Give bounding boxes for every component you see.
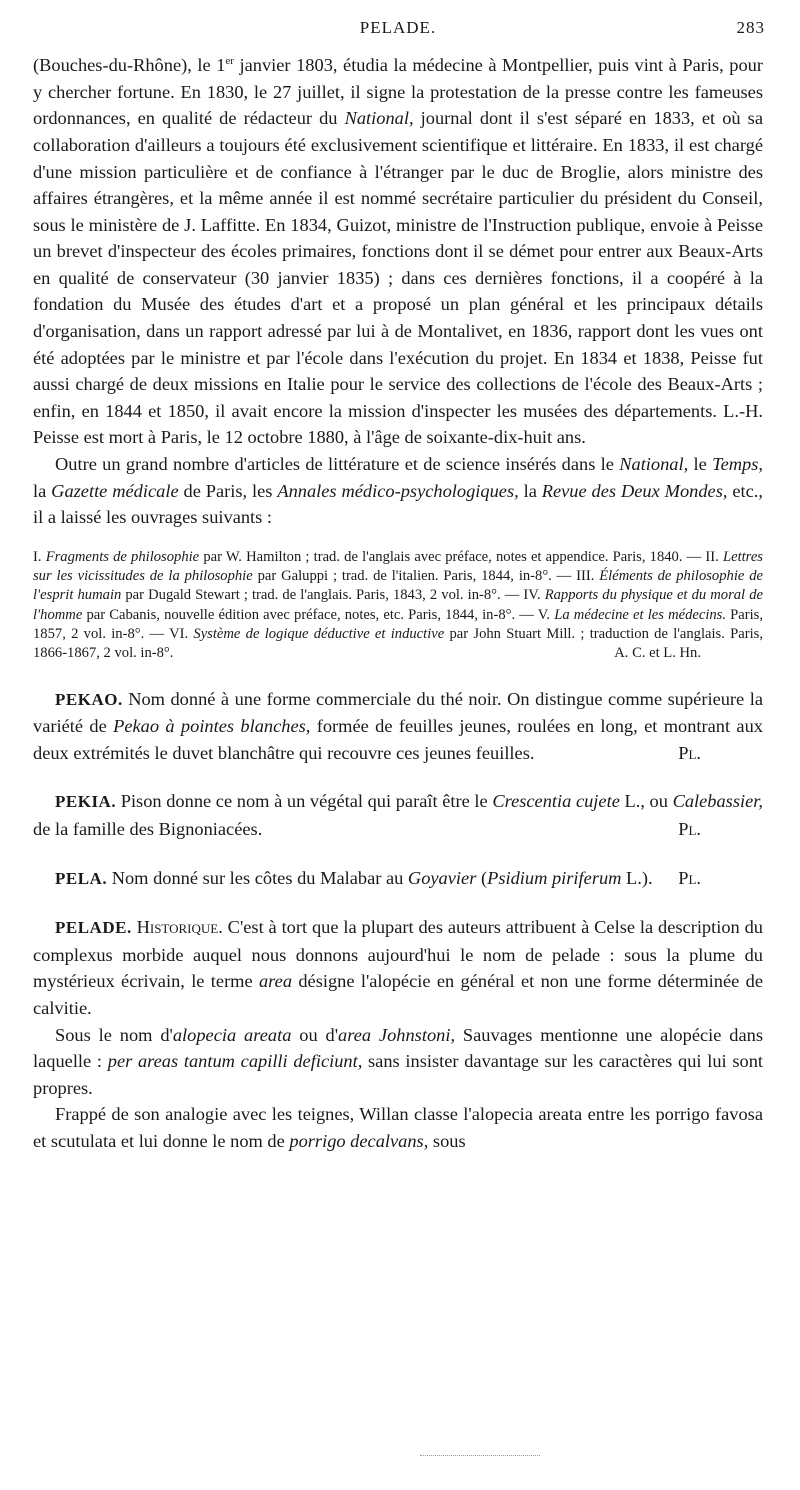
page [33,18,763,1155]
entry-pekao: PEKAO. Nom donné à une forme commerciale du thé noir. On distingue comme supérieure la variété de Pekao à pointes blanches, formée de feuilles jeunes, roulées en long, et montrant aux deux extrémités le duvet blanchâtre qui recouvre ces jeunes feuilles. Pl. [33,686,763,767]
biography-paragraph: (Bouches-du-Rhône), le 1er janvier 1803, étudia la médecine à Montpellier, puis vint à Paris, pour y chercher fortune. En 1830, le 27 juillet, il signe la protestation de la presse contre les fameuses ordonnances, en qualité de rédacteur du National, journal dont il s'est séparé en 1833, et où sa collaboration d'ailleurs a toujours été exclusivement scientifique et littéraire. En 1833, il est chargé d'une mission particulière et de confiance à l'étranger par le duc de Broglie, alors ministre des affaires étrangères, et la même année il est nommé secrétaire particulier du président du Conseil, sous le ministère de J. Laffitte. En 1834, Guizot, ministre de l'Instruction publique, envoie à Peisse un brevet d'inspecteur des écoles primaires, fonctions dont il se démet pour entrer aux Beaux-Arts en qualité de conservateur (30 janvier 1835) ; dans ces dernières fonctions, il a coopéré à la fondation du Musée des études d'art et a proposé un plan général et les principaux détails d'organisation, dans un rapport adressé par lui à de Montalivet, en 1836, rapport dont les vues ont été adoptées par le ministre et par l'école dans l'exécution du projet. En 1834 et 1838, Peisse fut aussi chargé de deux missions en Italie pour le service des collections de l'école des Beaux-Arts ; enfin, en 1844 et 1850, il avait encore la mission d'inspecter les musées des départements. L.-H. Peisse est mort à Paris, le 12 octobre 1880, à l'âge de soixante-dix-huit ans. [33,55,764,448]
entry-heading: PEKIA. [55,792,117,812]
entry-signature: Pl. [678,867,701,888]
bibliography-notes: I. Fragments de philosophie par W. Hamilton ; trad. de l'anglais avec préface, notes et appendice. Paris, 1840. — II. Lettres sur les vicissitudes de la philosophie par Galuppi ; trad. de l'italien. Paris, 1844, in-8°. — III. Éléments de philosophie de l'esprit humain par Dugald Stewart ; trad. de l'anglais. Paris, 1843, 2 vol. in-8°. — IV. Rapports du physique et du moral de l'homme par Cabanis, nouvelle édition avec préface, notes, etc. Paris, 1844, in-8°. — V. La médecine et les médecins. Paris, 1857, 2 vol. in-8°. — VI. Système de logique déductive et inductive par John Stuart Mill. ; traduction de l'anglais. Paris, 1866-1867, 2 vol. in-8°. A. C. et L. Hn. [33,548,763,664]
pelade-paragraph-2: Sous le nom d'alopecia areata ou d'area Johnstoni, Sauvages mentionne une alopécie dans laquelle : per areas tantum capilli deficiunt, sans insister davantage sur les caractères qui lui sont propres. [33,1024,763,1098]
running-title: PELADE. [359,18,437,37]
running-head [33,18,763,48]
entry-heading: PEKAO. [55,689,123,709]
section-label: Historique. [136,917,223,938]
notes-signature: A. C. et L. Hn. [614,645,701,662]
pelade-paragraph-3: Frappé de son analogie avec les teignes, Willan classe l'alopecia areata entre les porrigo favosa et scutulata et lui donne le nom de porrigo decalvans, sous [33,1104,763,1151]
entry-signature: Pl. [678,742,701,763]
entry-signature: Pl. [678,818,701,839]
page-number: 283 [736,18,765,37]
entry-heading: PELADE. [55,918,132,938]
entry-heading: PELA. [55,868,108,888]
works-intro-paragraph: Outre un grand nombre d'articles de littérature et de science insérés dans le National, le Temps, la Gazette médicale de Paris, les Annales médico-psychologiques, la Revue des Deux Mondes, etc., il a laissé les ouvrages suivants : [33,454,763,528]
entry-pekia: PEKIA. Pison donne ce nom à un végétal qui paraît être le Crescentia cujete L., ou Calebassier, de la famille des Bignoniacées. Pl. [33,788,763,842]
entry-pelade: PELADE. Historique. C'est à tort que la plupart des auteurs attribuent à Celse la description du complexus morbide auquel nous donnons aujourd'hui le nom de pelade : sous la plume du mystérieux écrivain, le terme area désigne l'alopécie en général et non une forme déterminée de calvitie. [33,917,763,1018]
scan-artifact-dashes [420,1455,540,1456]
entry-pela: PELA. Nom donné sur les côtes du Malabar au Goyavier (Psidium piriferum L.). Pl. [33,865,763,893]
